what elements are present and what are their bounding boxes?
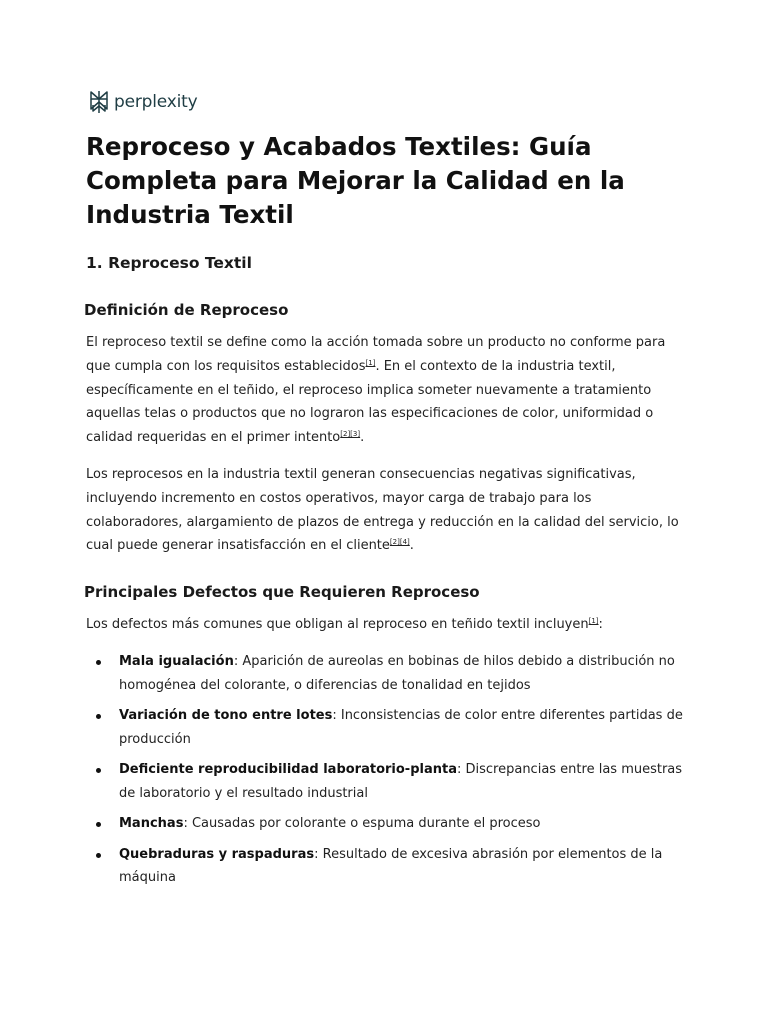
perplexity-logo [88, 89, 197, 115]
list-item: Mala igualación: Aparición de aureolas en bobinas de hilos debido a distribución no homogénea del colorante, o diferencias de tonalidad en tejidos [86, 650, 686, 698]
paragraph-definicion-1: El reproceso textil se define como la acción tomada sobre un producto no conforme para que cumpla con los requisitos establecidos[1]. En el contexto de la industria textil, específicamente en el teñido, el reproceso implica someter nuevamente a tratamiento aquellas telas o productos que no lograron las especificaciones de color, uniformidad o calidad requeridas en el primer intento[2][3]. [86, 335, 666, 446]
defects-list [86, 650, 686, 897]
logo-text: perplexity [114, 92, 198, 112]
paragraph-definicion-2: Los reprocesos en la industria textil generan consecuencias negativas significativas, incluyendo incremento en costos operativos, mayor carga de trabajo para los colaboradores, alargamiento de plazos de entrega y reducción en la calidad del servicio, lo cual puede generar insatisfacción en el cliente[2][4]. [86, 467, 679, 554]
citation-link[interactable]: [1] [365, 358, 376, 367]
page-title: Reproceso y Acabados Textiles: Guía Completa para Mejorar la Calidad en la Industria Textil [86, 132, 625, 229]
list-item: Variación de tono entre lotes: Inconsistencias de color entre diferentes partidas de producción [86, 704, 686, 752]
subsection-heading-definicion: Definición de Reproceso [84, 301, 289, 319]
list-item: Quebraduras y raspaduras: Resultado de excesiva abrasión por elementos de la máquina [86, 843, 686, 891]
list-item: Deficiente reproducibilidad laboratorio-planta: Discrepancias entre las muestras de laboratorio y el resultado industrial [86, 758, 686, 806]
subsection-heading-defectos: Principales Defectos que Requieren Reproceso [84, 583, 480, 601]
section-heading: 1. Reproceso Textil [86, 254, 252, 272]
citation-link[interactable]: [2][3] [340, 430, 361, 439]
list-item: Manchas: Causadas por colorante o espuma durante el proceso [86, 812, 686, 836]
citation-link[interactable]: [2][4] [389, 538, 410, 547]
paragraph-defectos-intro: Los defectos más comunes que obligan al reproceso en teñido textil incluyen[1]: [86, 617, 603, 632]
citation-link[interactable]: [1] [588, 617, 599, 625]
perplexity-logo-icon [88, 89, 110, 115]
